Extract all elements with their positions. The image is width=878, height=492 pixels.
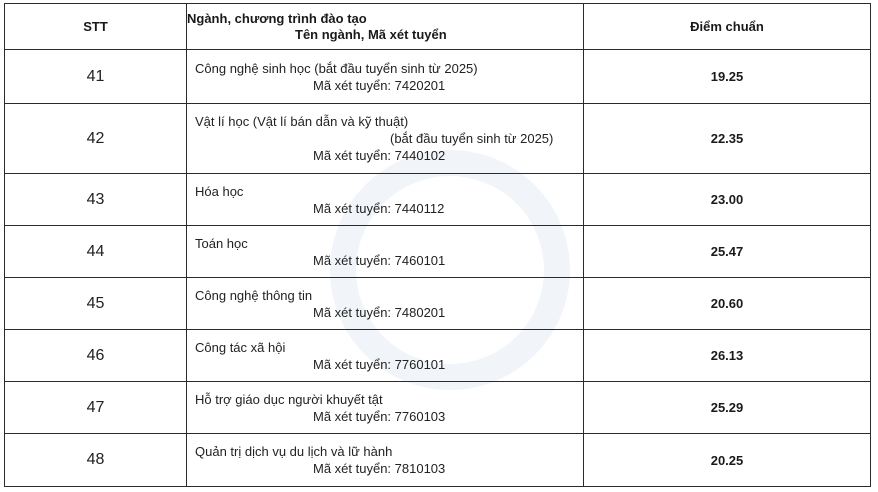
table-row bbox=[5, 278, 871, 330]
program-name: Vật lí học (Vật lí bán dẫn và kỹ thuật) bbox=[195, 114, 409, 129]
admission-score-table bbox=[4, 3, 871, 487]
table-row bbox=[5, 330, 871, 382]
row-program bbox=[187, 278, 584, 330]
program-note: (bắt đầu tuyển sinh từ 2025) bbox=[390, 131, 554, 146]
program-code: Mã xét tuyển: 7810103 bbox=[313, 461, 446, 476]
program-name: Quản trị dịch vụ du lịch và lữ hành bbox=[195, 444, 393, 459]
row-score: 26.13 bbox=[584, 330, 871, 382]
program-name: Công nghệ sinh học (bắt đầu tuyển sinh từ 2025) bbox=[195, 60, 478, 76]
row-stt: 43 bbox=[5, 174, 187, 226]
header-stt: STT bbox=[5, 4, 187, 50]
row-program bbox=[187, 434, 584, 487]
header-program-line1: Ngành, chương trình đào tạo bbox=[187, 10, 367, 26]
header-score: Điểm chuẩn bbox=[584, 4, 871, 50]
header-program-line2: Tên ngành, Mã xét tuyển bbox=[295, 26, 447, 42]
program-name: Toán học bbox=[195, 235, 248, 251]
program-code: Mã xét tuyển: 7480201 bbox=[313, 304, 446, 320]
row-stt: 42 bbox=[5, 104, 187, 174]
table-row bbox=[5, 434, 871, 487]
row-program bbox=[187, 174, 584, 226]
table-row bbox=[5, 50, 871, 104]
row-stt: 48 bbox=[5, 434, 187, 487]
table-header-row bbox=[5, 4, 871, 50]
row-program bbox=[187, 382, 584, 434]
table-row bbox=[5, 104, 871, 174]
row-stt: 46 bbox=[5, 330, 187, 382]
program-code: Mã xét tuyển: 7760101 bbox=[313, 356, 446, 372]
program-name: Hóa học bbox=[195, 183, 244, 199]
table-row bbox=[5, 226, 871, 278]
row-score: 20.25 bbox=[584, 434, 871, 487]
row-score: 23.00 bbox=[584, 174, 871, 226]
row-program bbox=[187, 330, 584, 382]
row-score: 22.35 bbox=[584, 104, 871, 174]
row-program bbox=[187, 104, 584, 174]
program-code: Mã xét tuyển: 7420201 bbox=[313, 77, 446, 93]
table-row bbox=[5, 382, 871, 434]
row-stt: 44 bbox=[5, 226, 187, 278]
program-name: Hỗ trợ giáo dục người khuyết tật bbox=[195, 391, 383, 407]
row-stt: 41 bbox=[5, 50, 187, 104]
row-score: 20.60 bbox=[584, 278, 871, 330]
row-program bbox=[187, 50, 584, 104]
program-code: Mã xét tuyển: 7760103 bbox=[313, 408, 446, 424]
row-score: 25.47 bbox=[584, 226, 871, 278]
row-stt: 47 bbox=[5, 382, 187, 434]
table-row bbox=[5, 174, 871, 226]
program-code: Mã xét tuyển: 7440112 bbox=[313, 200, 445, 216]
program-name: Công nghệ thông tin bbox=[195, 287, 313, 303]
program-name: Công tác xã hội bbox=[195, 339, 286, 355]
row-stt: 45 bbox=[5, 278, 187, 330]
row-program bbox=[187, 226, 584, 278]
header-program bbox=[187, 4, 584, 50]
row-score: 19.25 bbox=[584, 50, 871, 104]
program-code: Mã xét tuyển: 7460101 bbox=[313, 252, 446, 268]
row-score: 25.29 bbox=[584, 382, 871, 434]
program-code: Mã xét tuyển: 7440102 bbox=[313, 148, 446, 163]
